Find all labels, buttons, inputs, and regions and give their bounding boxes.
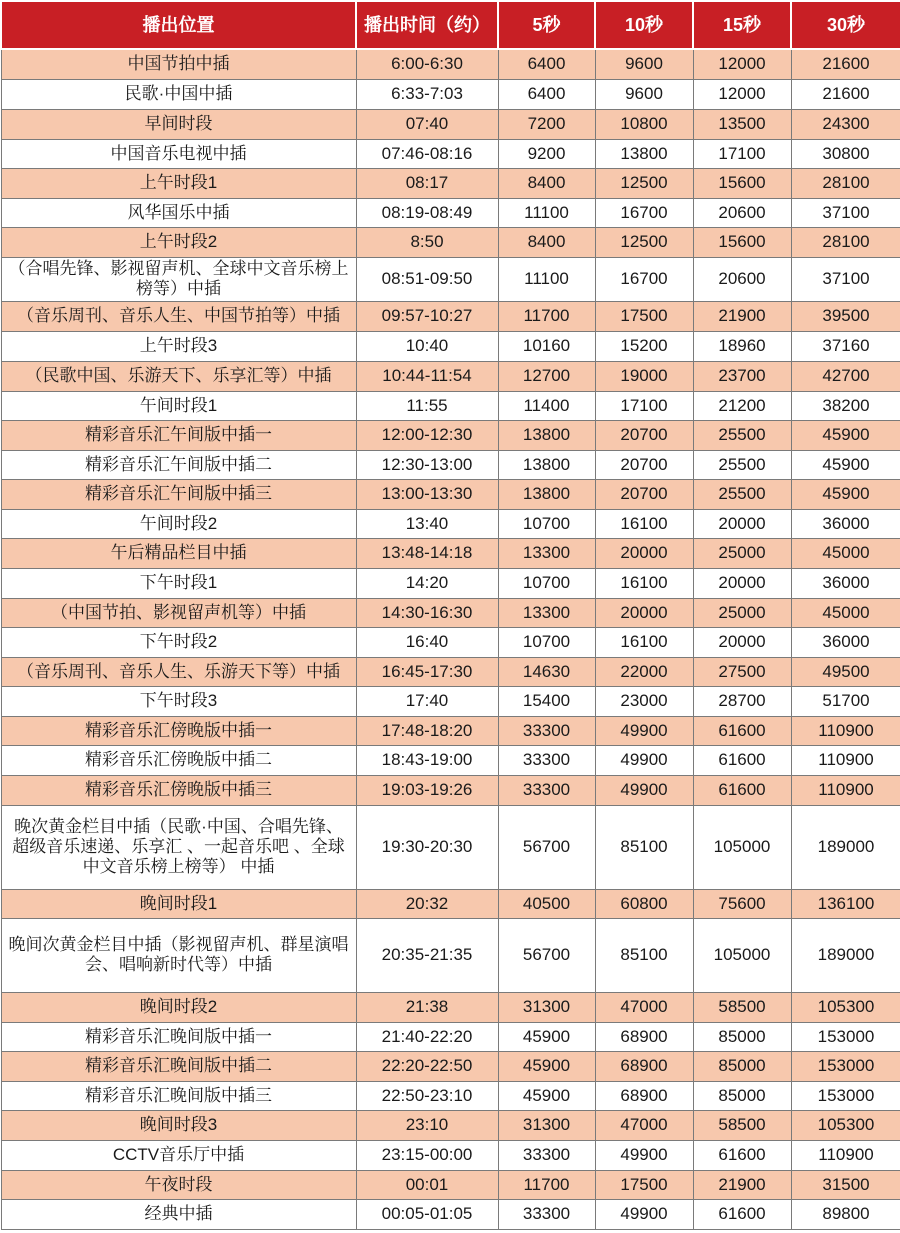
table-row	[1, 391, 900, 420]
position-cell: 午后精品栏目中插	[1, 538, 356, 568]
price-10s-cell: 20700	[595, 450, 693, 479]
price-10s-cell: 49900	[595, 745, 693, 775]
time-cell: 00:01	[356, 1170, 498, 1199]
time-cell: 18:43-19:00	[356, 745, 498, 775]
price-15s-cell: 85000	[693, 1081, 791, 1110]
position-cell: （合唱先锋、影视留声机、全球中文音乐榜上榜等）中插	[1, 257, 356, 301]
price-15s-cell: 18960	[693, 331, 791, 361]
price-10s-cell: 16100	[595, 627, 693, 657]
price-10s-cell: 68900	[595, 1081, 693, 1110]
price-5s-cell: 33300	[498, 716, 595, 745]
time-cell: 19:03-19:26	[356, 775, 498, 805]
price-30s-cell: 189000	[791, 805, 900, 889]
table-row	[1, 450, 900, 479]
price-5s-cell: 45900	[498, 1022, 595, 1051]
header-10s: 10秒	[595, 1, 693, 49]
price-5s-cell: 8400	[498, 168, 595, 198]
price-15s-cell: 85000	[693, 1022, 791, 1051]
position-cell: 精彩音乐汇晚间版中插一	[1, 1022, 356, 1051]
time-cell: 12:00-12:30	[356, 420, 498, 450]
price-5s-cell: 11100	[498, 198, 595, 227]
header-position: 播出位置	[1, 1, 356, 49]
price-5s-cell: 14630	[498, 657, 595, 686]
price-15s-cell: 20000	[693, 627, 791, 657]
position-cell: 午间时段1	[1, 391, 356, 420]
table-row	[1, 775, 900, 805]
table-row	[1, 716, 900, 745]
price-30s-cell: 49500	[791, 657, 900, 686]
table-row	[1, 598, 900, 627]
price-10s-cell: 68900	[595, 1051, 693, 1081]
price-5s-cell: 11100	[498, 257, 595, 301]
time-cell: 6:00-6:30	[356, 49, 498, 79]
price-5s-cell: 33300	[498, 1140, 595, 1170]
time-cell: 08:17	[356, 168, 498, 198]
time-cell: 00:05-01:05	[356, 1199, 498, 1229]
price-10s-cell: 60800	[595, 889, 693, 918]
price-30s-cell: 39500	[791, 301, 900, 331]
table-row	[1, 918, 900, 992]
price-15s-cell: 25000	[693, 538, 791, 568]
price-30s-cell: 45000	[791, 538, 900, 568]
table-row	[1, 568, 900, 598]
time-cell: 13:48-14:18	[356, 538, 498, 568]
price-10s-cell: 47000	[595, 1110, 693, 1140]
price-15s-cell: 61600	[693, 775, 791, 805]
price-10s-cell: 16700	[595, 198, 693, 227]
position-cell: 晚次黄金栏目中插（民歌·中国、合唱先锋、超级音乐速递、乐享汇 、一起音乐吧 、全球中文音乐榜上榜等） 中插	[1, 805, 356, 889]
position-cell: 晚间时段1	[1, 889, 356, 918]
position-cell: 下午时段2	[1, 627, 356, 657]
price-10s-cell: 49900	[595, 1140, 693, 1170]
price-30s-cell: 36000	[791, 509, 900, 538]
table-row	[1, 1051, 900, 1081]
price-30s-cell: 110900	[791, 1140, 900, 1170]
time-cell: 14:30-16:30	[356, 598, 498, 627]
time-cell: 23:10	[356, 1110, 498, 1140]
price-15s-cell: 20600	[693, 198, 791, 227]
price-15s-cell: 20000	[693, 509, 791, 538]
table-row	[1, 257, 900, 301]
time-cell: 19:30-20:30	[356, 805, 498, 889]
time-cell: 14:20	[356, 568, 498, 598]
time-cell: 10:44-11:54	[356, 361, 498, 391]
header-row	[1, 1, 900, 49]
table-row	[1, 889, 900, 918]
price-10s-cell: 49900	[595, 716, 693, 745]
position-cell: （民歌中国、乐游天下、乐享汇等）中插	[1, 361, 356, 391]
price-5s-cell: 6400	[498, 79, 595, 109]
header-30s: 30秒	[791, 1, 900, 49]
price-5s-cell: 11700	[498, 1170, 595, 1199]
price-5s-cell: 11400	[498, 391, 595, 420]
position-cell: 经典中插	[1, 1199, 356, 1229]
position-cell: 下午时段3	[1, 686, 356, 716]
price-5s-cell: 31300	[498, 1110, 595, 1140]
price-30s-cell: 189000	[791, 918, 900, 992]
price-10s-cell: 68900	[595, 1022, 693, 1051]
table-row	[1, 1199, 900, 1229]
price-10s-cell: 10800	[595, 109, 693, 139]
table-row	[1, 509, 900, 538]
price-30s-cell: 31500	[791, 1170, 900, 1199]
price-5s-cell: 13800	[498, 450, 595, 479]
price-30s-cell: 21600	[791, 49, 900, 79]
table-row	[1, 109, 900, 139]
position-cell: 精彩音乐汇傍晚版中插二	[1, 745, 356, 775]
price-30s-cell: 105300	[791, 1110, 900, 1140]
time-cell: 8:50	[356, 227, 498, 257]
price-10s-cell: 13800	[595, 139, 693, 168]
price-5s-cell: 45900	[498, 1081, 595, 1110]
price-30s-cell: 37100	[791, 198, 900, 227]
price-15s-cell: 27500	[693, 657, 791, 686]
price-30s-cell: 37100	[791, 257, 900, 301]
position-cell: 民歌·中国中插	[1, 79, 356, 109]
time-cell: 22:50-23:10	[356, 1081, 498, 1110]
price-10s-cell: 85100	[595, 918, 693, 992]
price-30s-cell: 45900	[791, 420, 900, 450]
price-15s-cell: 61600	[693, 745, 791, 775]
time-cell: 16:45-17:30	[356, 657, 498, 686]
table-row	[1, 198, 900, 227]
table-row	[1, 420, 900, 450]
table-row	[1, 331, 900, 361]
time-cell: 10:40	[356, 331, 498, 361]
price-15s-cell: 105000	[693, 805, 791, 889]
price-30s-cell: 89800	[791, 1199, 900, 1229]
price-30s-cell: 110900	[791, 745, 900, 775]
position-cell: 上午时段2	[1, 227, 356, 257]
price-5s-cell: 33300	[498, 775, 595, 805]
time-cell: 21:40-22:20	[356, 1022, 498, 1051]
price-15s-cell: 75600	[693, 889, 791, 918]
price-15s-cell: 61600	[693, 1199, 791, 1229]
price-5s-cell: 33300	[498, 745, 595, 775]
position-cell: 午间时段2	[1, 509, 356, 538]
price-5s-cell: 6400	[498, 49, 595, 79]
table-row	[1, 657, 900, 686]
price-30s-cell: 45900	[791, 450, 900, 479]
position-cell: 午夜时段	[1, 1170, 356, 1199]
price-15s-cell: 20000	[693, 568, 791, 598]
position-cell: 晚间次黄金栏目中插（影视留声机、群星演唱会、唱响新时代等）中插	[1, 918, 356, 992]
price-10s-cell: 20000	[595, 538, 693, 568]
position-cell: 精彩音乐汇晚间版中插二	[1, 1051, 356, 1081]
table-row	[1, 139, 900, 168]
price-5s-cell: 11700	[498, 301, 595, 331]
time-cell: 22:20-22:50	[356, 1051, 498, 1081]
header-time: 播出时间（约）	[356, 1, 498, 49]
price-5s-cell: 31300	[498, 992, 595, 1022]
time-cell: 6:33-7:03	[356, 79, 498, 109]
time-cell: 09:57-10:27	[356, 301, 498, 331]
price-30s-cell: 42700	[791, 361, 900, 391]
position-cell: 精彩音乐汇午间版中插二	[1, 450, 356, 479]
price-30s-cell: 28100	[791, 227, 900, 257]
table-row	[1, 745, 900, 775]
table-row	[1, 79, 900, 109]
position-cell: CCTV音乐厅中插	[1, 1140, 356, 1170]
price-15s-cell: 25000	[693, 598, 791, 627]
price-30s-cell: 37160	[791, 331, 900, 361]
time-cell: 21:38	[356, 992, 498, 1022]
price-15s-cell: 20600	[693, 257, 791, 301]
price-30s-cell: 110900	[791, 775, 900, 805]
time-cell: 23:15-00:00	[356, 1140, 498, 1170]
time-cell: 16:40	[356, 627, 498, 657]
position-cell: 精彩音乐汇傍晚版中插三	[1, 775, 356, 805]
price-5s-cell: 13300	[498, 598, 595, 627]
price-15s-cell: 61600	[693, 1140, 791, 1170]
position-cell: （中国节拍、影视留声机等）中插	[1, 598, 356, 627]
time-cell: 17:40	[356, 686, 498, 716]
price-30s-cell: 28100	[791, 168, 900, 198]
price-10s-cell: 15200	[595, 331, 693, 361]
price-5s-cell: 10700	[498, 568, 595, 598]
time-cell: 20:35-21:35	[356, 918, 498, 992]
table-row	[1, 168, 900, 198]
price-10s-cell: 17500	[595, 301, 693, 331]
table-row	[1, 1110, 900, 1140]
table-row	[1, 1022, 900, 1051]
position-cell: 精彩音乐汇午间版中插一	[1, 420, 356, 450]
price-30s-cell: 36000	[791, 568, 900, 598]
table-body	[1, 49, 900, 1229]
position-cell: 上午时段3	[1, 331, 356, 361]
price-10s-cell: 9600	[595, 79, 693, 109]
price-5s-cell: 7200	[498, 109, 595, 139]
price-5s-cell: 56700	[498, 805, 595, 889]
position-cell: 早间时段	[1, 109, 356, 139]
price-10s-cell: 17100	[595, 391, 693, 420]
price-15s-cell: 12000	[693, 79, 791, 109]
price-5s-cell: 13800	[498, 420, 595, 450]
position-cell: 精彩音乐汇傍晚版中插一	[1, 716, 356, 745]
position-cell: 中国音乐电视中插	[1, 139, 356, 168]
table-row	[1, 1170, 900, 1199]
time-cell: 13:00-13:30	[356, 479, 498, 509]
table-row	[1, 227, 900, 257]
time-cell: 08:19-08:49	[356, 198, 498, 227]
price-10s-cell: 16700	[595, 257, 693, 301]
table-row	[1, 686, 900, 716]
price-5s-cell: 13300	[498, 538, 595, 568]
price-10s-cell: 16100	[595, 568, 693, 598]
time-cell: 13:40	[356, 509, 498, 538]
price-15s-cell: 21900	[693, 301, 791, 331]
price-30s-cell: 30800	[791, 139, 900, 168]
price-5s-cell: 40500	[498, 889, 595, 918]
price-30s-cell: 153000	[791, 1022, 900, 1051]
price-15s-cell: 21200	[693, 391, 791, 420]
price-10s-cell: 49900	[595, 1199, 693, 1229]
table-row	[1, 301, 900, 331]
position-cell: 风华国乐中插	[1, 198, 356, 227]
position-cell: 晚间时段2	[1, 992, 356, 1022]
table-row	[1, 49, 900, 79]
header-5s: 5秒	[498, 1, 595, 49]
price-30s-cell: 153000	[791, 1051, 900, 1081]
time-cell: 07:46-08:16	[356, 139, 498, 168]
price-30s-cell: 24300	[791, 109, 900, 139]
price-10s-cell: 47000	[595, 992, 693, 1022]
price-30s-cell: 45900	[791, 479, 900, 509]
position-cell: 中国节拍中插	[1, 49, 356, 79]
price-30s-cell: 45000	[791, 598, 900, 627]
price-15s-cell: 58500	[693, 992, 791, 1022]
position-cell: 精彩音乐汇午间版中插三	[1, 479, 356, 509]
price-5s-cell: 33300	[498, 1199, 595, 1229]
price-10s-cell: 19000	[595, 361, 693, 391]
price-30s-cell: 51700	[791, 686, 900, 716]
price-5s-cell: 15400	[498, 686, 595, 716]
price-10s-cell: 12500	[595, 227, 693, 257]
price-5s-cell: 9200	[498, 139, 595, 168]
table-row	[1, 627, 900, 657]
price-10s-cell: 22000	[595, 657, 693, 686]
price-30s-cell: 105300	[791, 992, 900, 1022]
price-10s-cell: 23000	[595, 686, 693, 716]
price-15s-cell: 61600	[693, 716, 791, 745]
price-30s-cell: 38200	[791, 391, 900, 420]
price-15s-cell: 25500	[693, 479, 791, 509]
table-row	[1, 538, 900, 568]
price-15s-cell: 23700	[693, 361, 791, 391]
price-5s-cell: 10700	[498, 627, 595, 657]
price-5s-cell: 45900	[498, 1051, 595, 1081]
price-15s-cell: 25500	[693, 420, 791, 450]
position-cell: 精彩音乐汇晚间版中插三	[1, 1081, 356, 1110]
price-10s-cell: 9600	[595, 49, 693, 79]
price-15s-cell: 105000	[693, 918, 791, 992]
table-row	[1, 1140, 900, 1170]
position-cell: 晚间时段3	[1, 1110, 356, 1140]
price-30s-cell: 110900	[791, 716, 900, 745]
header-15s: 15秒	[693, 1, 791, 49]
price-15s-cell: 25500	[693, 450, 791, 479]
price-15s-cell: 58500	[693, 1110, 791, 1140]
price-15s-cell: 28700	[693, 686, 791, 716]
price-5s-cell: 12700	[498, 361, 595, 391]
position-cell: 上午时段1	[1, 168, 356, 198]
time-cell: 12:30-13:00	[356, 450, 498, 479]
table-row	[1, 992, 900, 1022]
position-cell: 下午时段1	[1, 568, 356, 598]
price-15s-cell: 17100	[693, 139, 791, 168]
price-10s-cell: 49900	[595, 775, 693, 805]
price-10s-cell: 85100	[595, 805, 693, 889]
price-10s-cell: 20700	[595, 420, 693, 450]
price-15s-cell: 85000	[693, 1051, 791, 1081]
price-5s-cell: 10700	[498, 509, 595, 538]
price-5s-cell: 10160	[498, 331, 595, 361]
table-row	[1, 479, 900, 509]
price-5s-cell: 8400	[498, 227, 595, 257]
time-cell: 07:40	[356, 109, 498, 139]
position-cell: （音乐周刊、音乐人生、中国节拍等）中插	[1, 301, 356, 331]
price-30s-cell: 21600	[791, 79, 900, 109]
time-cell: 11:55	[356, 391, 498, 420]
price-15s-cell: 12000	[693, 49, 791, 79]
price-10s-cell: 12500	[595, 168, 693, 198]
price-30s-cell: 36000	[791, 627, 900, 657]
price-10s-cell: 20700	[595, 479, 693, 509]
price-10s-cell: 20000	[595, 598, 693, 627]
time-cell: 17:48-18:20	[356, 716, 498, 745]
price-15s-cell: 15600	[693, 168, 791, 198]
time-cell: 20:32	[356, 889, 498, 918]
price-15s-cell: 15600	[693, 227, 791, 257]
price-15s-cell: 13500	[693, 109, 791, 139]
price-5s-cell: 56700	[498, 918, 595, 992]
price-30s-cell: 153000	[791, 1081, 900, 1110]
price-30s-cell: 136100	[791, 889, 900, 918]
price-10s-cell: 16100	[595, 509, 693, 538]
time-cell: 08:51-09:50	[356, 257, 498, 301]
table-row	[1, 805, 900, 889]
position-cell: （音乐周刊、音乐人生、乐游天下等）中插	[1, 657, 356, 686]
price-5s-cell: 13800	[498, 479, 595, 509]
price-15s-cell: 21900	[693, 1170, 791, 1199]
table-row	[1, 1081, 900, 1110]
price-10s-cell: 17500	[595, 1170, 693, 1199]
table-row	[1, 361, 900, 391]
